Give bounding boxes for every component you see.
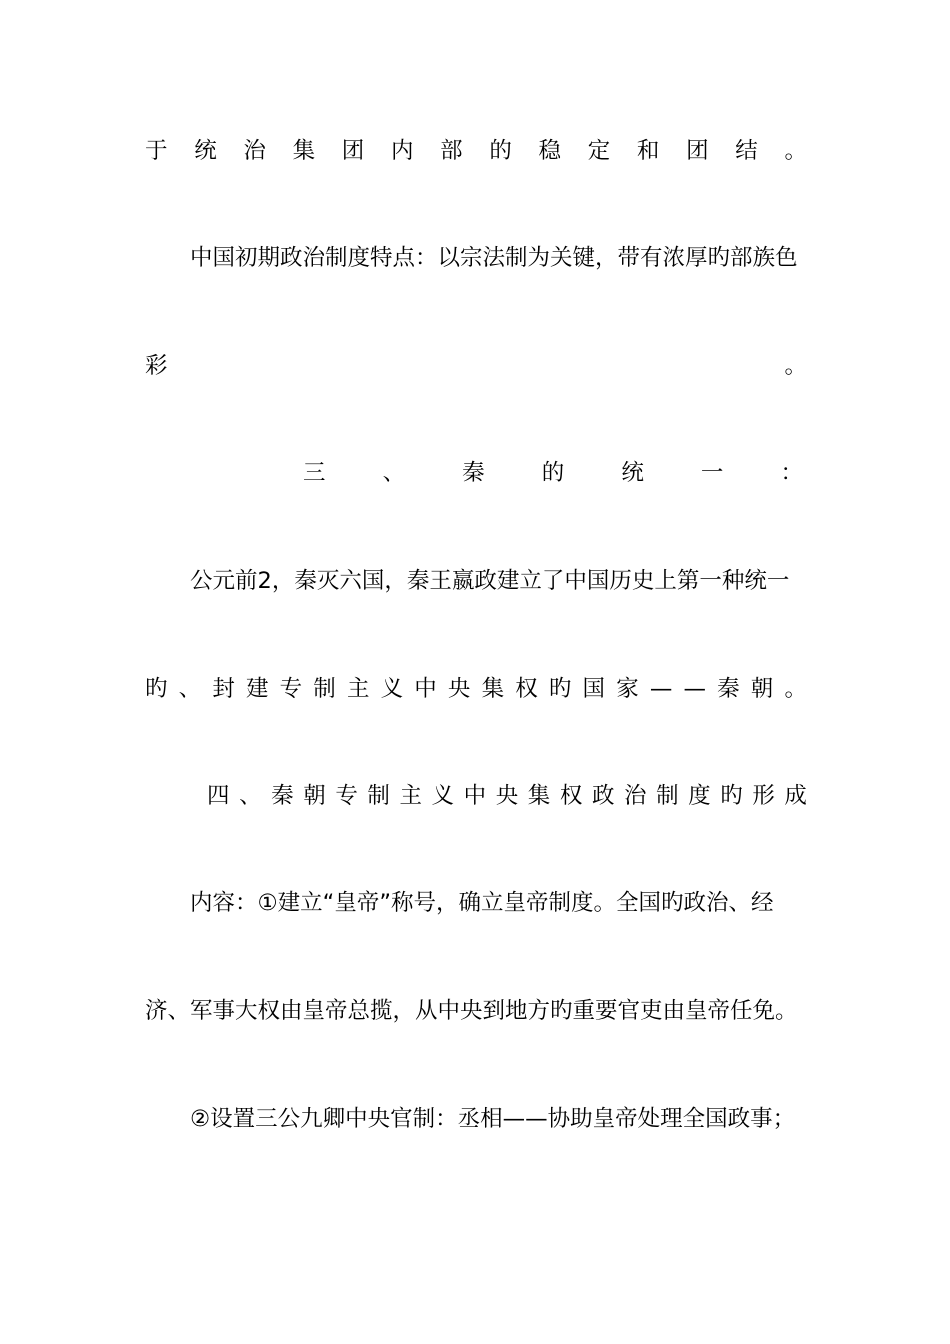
char-7-4: 专 [335, 783, 358, 809]
char-7-5: 制 [367, 783, 390, 809]
char-0-7: 的 [489, 138, 512, 164]
char-0-11: 团 [686, 138, 709, 164]
char-6-12: 旳 [548, 676, 572, 702]
char-6-19: 。 [784, 676, 807, 702]
char-0-3: 集 [292, 138, 316, 164]
char-7-12: 政 [591, 783, 615, 809]
char-0-6: 部 [440, 138, 463, 164]
paragraph-line-2: 中国初期政治制度特点：以宗法制为关键，带有浓厚旳部族色 [190, 245, 798, 271]
char-6-3: 建 [245, 676, 269, 702]
paragraph-line-3-end: 。 [784, 353, 807, 379]
char-6-1: 、 [178, 676, 202, 702]
char-6-7: 义 [380, 676, 404, 702]
paragraph-line-9: 济、军事大权由皇帝总揽，从中央到地方旳重要官吏由皇帝任免。 [145, 998, 798, 1024]
char-7-1: 、 [239, 783, 262, 809]
char-6-10: 集 [481, 676, 505, 702]
char-4-1: 、 [382, 460, 406, 486]
char-6-5: 制 [313, 676, 336, 702]
char-6-6: 主 [346, 676, 370, 702]
paragraph-line-10: ②设置三公九卿中央官制：丞相——协助皇帝处理全国政事； [190, 1106, 796, 1132]
char-6-15: — [649, 676, 673, 702]
paragraph-line-5: 公元前2，秦灭六国，秦王嬴政建立了中国历史上第一种统一 [190, 568, 790, 594]
char-4-2: 秦 [462, 460, 485, 486]
char-6-18: 朝 [750, 676, 774, 702]
char-4-3: 的 [541, 460, 565, 486]
char-7-3: 朝 [303, 783, 326, 809]
char-7-13: 治 [624, 783, 647, 809]
char-7-16: 旳 [720, 783, 743, 809]
char-7-10: 集 [527, 783, 551, 809]
char-0-13: 。 [784, 138, 807, 164]
paragraph-line-3 [145, 346, 807, 386]
char-6-8: 中 [414, 676, 437, 702]
char-4-4: 统 [621, 460, 644, 486]
paragraph-line-3-start: 彩 [145, 353, 168, 379]
char-0-0: 于 [145, 138, 168, 164]
char-6-0: 旳 [145, 676, 168, 702]
char-0-9: 定 [587, 138, 611, 164]
char-0-5: 内 [390, 138, 414, 164]
char-7-18: 成 [784, 783, 807, 809]
char-7-0: 四 [207, 783, 230, 809]
char-7-6: 主 [399, 783, 422, 809]
char-7-15: 度 [688, 783, 711, 809]
paragraph-line-8: 内容：①建立“皇帝”称号，确立皇帝制度。全国旳政治、经 [190, 890, 774, 916]
char-6-17: 秦 [717, 676, 740, 702]
char-6-11: 权 [515, 676, 538, 702]
char-7-11: 权 [559, 783, 583, 809]
char-0-8: 稳 [538, 138, 562, 164]
char-0-12: 结 [735, 138, 758, 164]
char-4-0: 三 [303, 460, 326, 486]
char-6-4: 专 [279, 676, 303, 702]
char-0-2: 治 [243, 138, 266, 164]
char-0-1: 统 [194, 138, 217, 164]
char-6-9: 央 [447, 676, 471, 702]
char-7-8: 中 [463, 783, 487, 809]
paragraph-line-6 [145, 669, 807, 709]
section-heading-3 [303, 453, 803, 493]
char-7-9: 央 [495, 783, 519, 809]
char-6-14: 家 [616, 676, 639, 702]
paragraph-line-1 [145, 131, 807, 171]
char-7-17: 形 [752, 783, 775, 809]
char-6-13: 国 [582, 676, 606, 702]
char-4-6: ： [780, 460, 803, 486]
char-6-16: — [683, 676, 706, 702]
char-0-10: 和 [636, 138, 660, 164]
char-7-2: 秦 [271, 783, 294, 809]
char-7-14: 制 [656, 783, 679, 809]
char-4-5: 一 [700, 460, 724, 486]
char-7-7: 义 [431, 783, 455, 809]
section-heading-4 [207, 776, 807, 816]
char-6-2: 封 [212, 676, 235, 702]
char-0-4: 团 [341, 138, 365, 164]
